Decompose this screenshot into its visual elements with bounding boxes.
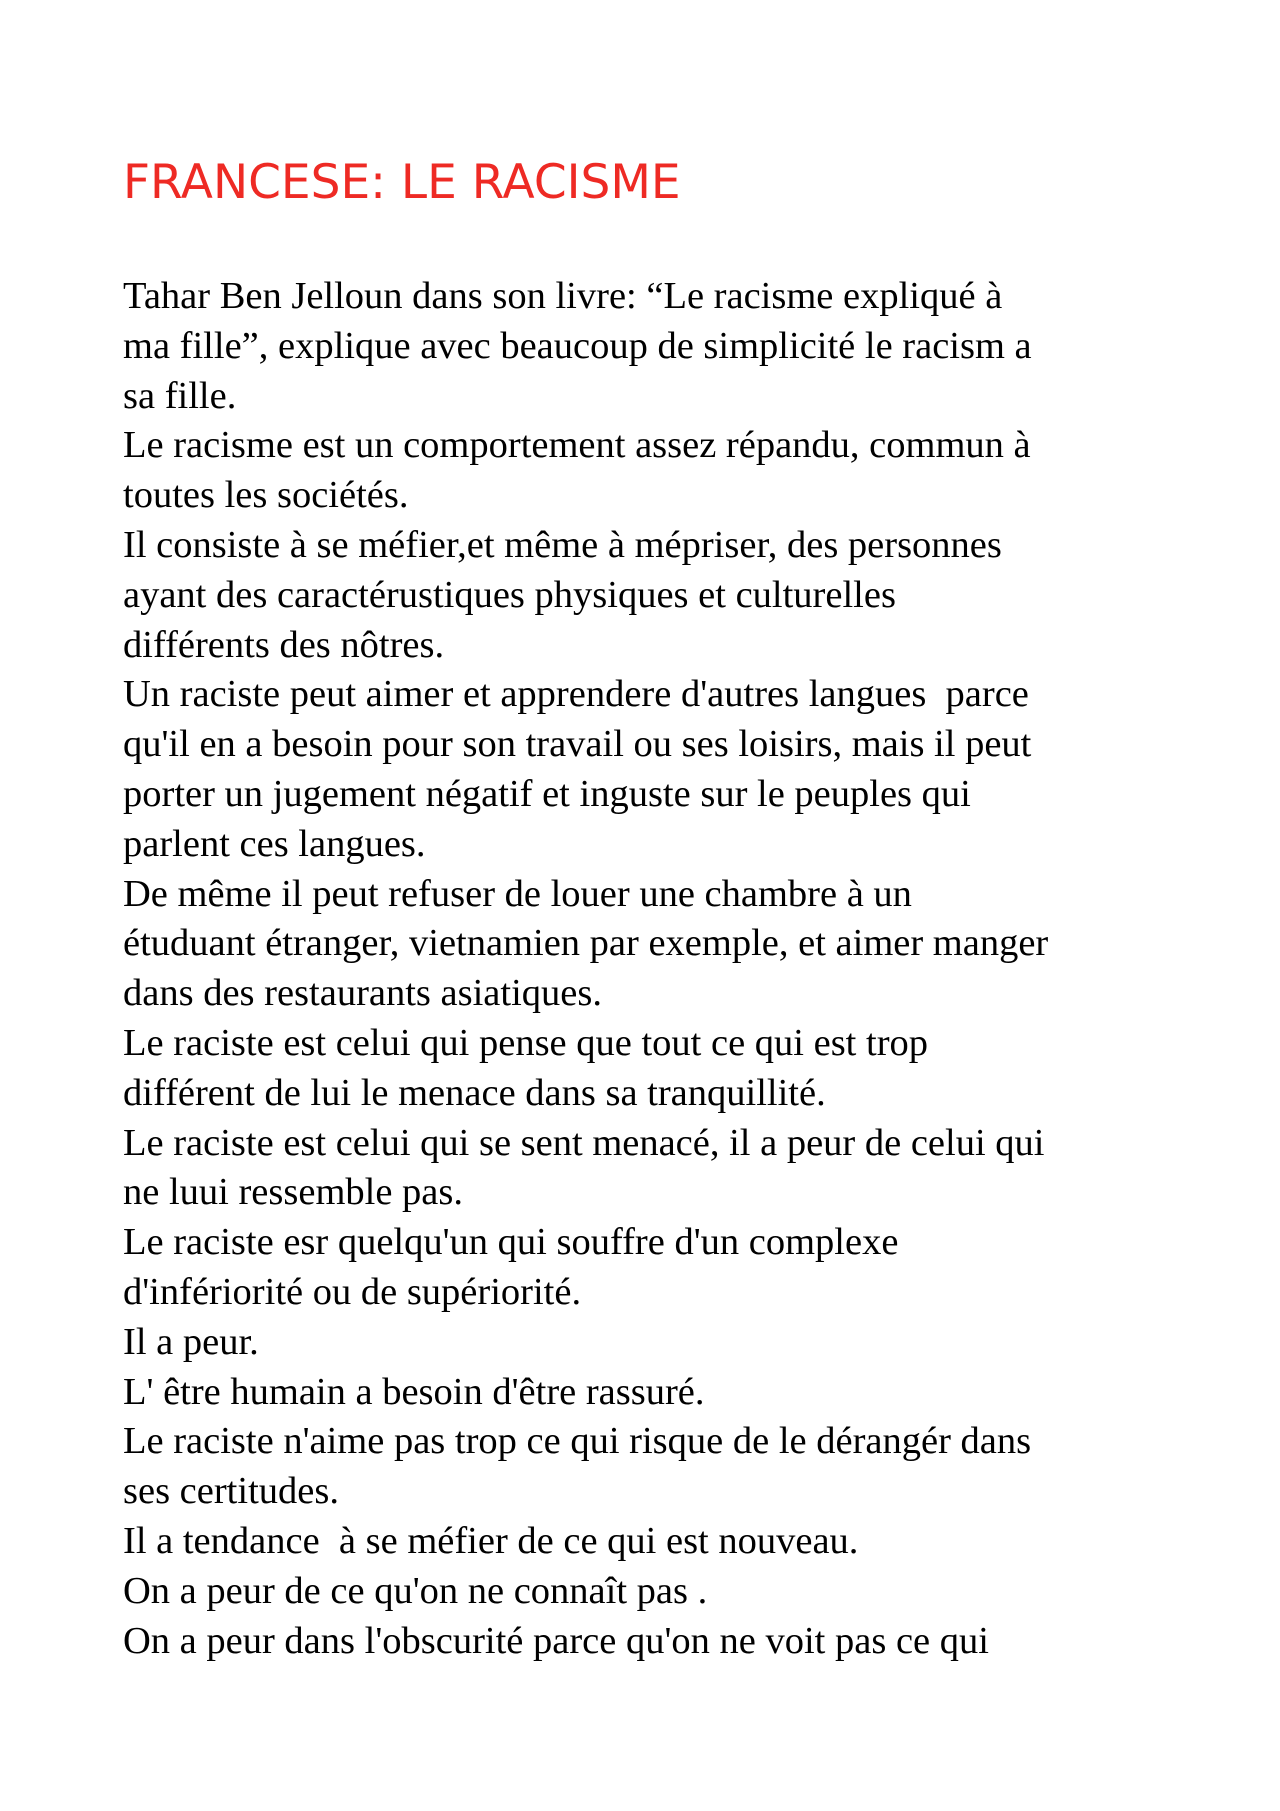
text-line: L' être humain a besoin d'être rassuré.	[123, 1370, 705, 1413]
text-line: De même il peut refuser de louer une chambre à un	[123, 872, 912, 915]
text-line: Il consiste à se méfier,et même à mépriser, des personnes	[123, 523, 1002, 566]
text-line: Il a tendance à se méfier de ce qui est nouveau.	[123, 1519, 859, 1562]
text-line: différent de lui le menace dans sa tranquillité.	[123, 1071, 826, 1114]
text-line: sa fille.	[123, 374, 237, 417]
text-line: Tahar Ben Jelloun dans son livre: “Le racisme expliqué à	[123, 275, 1003, 317]
text-line: Le raciste esr quelqu'un qui souffre d'un complexe	[123, 1221, 899, 1264]
text-line: Il a peur.	[123, 1320, 259, 1363]
text-line: Le racisme est un comportement assez répandu, commun à	[123, 424, 1031, 467]
text-line: ma fille”, explique avec beaucoup de simplicité le racism a	[123, 324, 1032, 367]
text-line: Le raciste n'aime pas trop ce qui risque de le dérangér dans	[123, 1420, 1032, 1463]
text-line: Le raciste est celui qui se sent menacé, il a peur de celui qui	[123, 1121, 1045, 1164]
text-line: Le raciste est celui qui pense que tout ce qui est trop	[123, 1021, 929, 1064]
document-title: FRANCESE: LE RACISME	[123, 155, 681, 210]
text-line: On a peur dans l'obscurité parce qu'on ne voit pas ce qui	[123, 1619, 989, 1662]
text-line: dans des restaurants asiatiques.	[123, 972, 602, 1015]
text-line: On a peur de ce qu'on ne connaît pas .	[123, 1569, 708, 1612]
text-line: différents des nôtres.	[123, 623, 445, 666]
text-line: Un raciste peut aimer et apprendere d'autres langues parce	[123, 673, 1029, 716]
text-line: d'infériorité ou de supériorité.	[123, 1270, 582, 1313]
text-line: étuduant étranger, vietnamien par exemple, et aimer manger	[123, 922, 1049, 965]
document-body	[123, 272, 1203, 1666]
text-line: parlent ces langues.	[123, 822, 426, 865]
text-line: qu'il en a besoin pour son travail ou ses loisirs, mais il peut	[123, 723, 1032, 766]
text-line: ne luui ressemble pas.	[123, 1171, 463, 1214]
text-line: ses certitudes.	[123, 1470, 339, 1513]
text-line: porter un jugement négatif et inguste sur le peuples qui	[123, 772, 971, 815]
text-line: ayant des caractérustiques physiques et culturelles	[123, 573, 896, 616]
text-line: toutes les sociétés.	[123, 474, 409, 517]
